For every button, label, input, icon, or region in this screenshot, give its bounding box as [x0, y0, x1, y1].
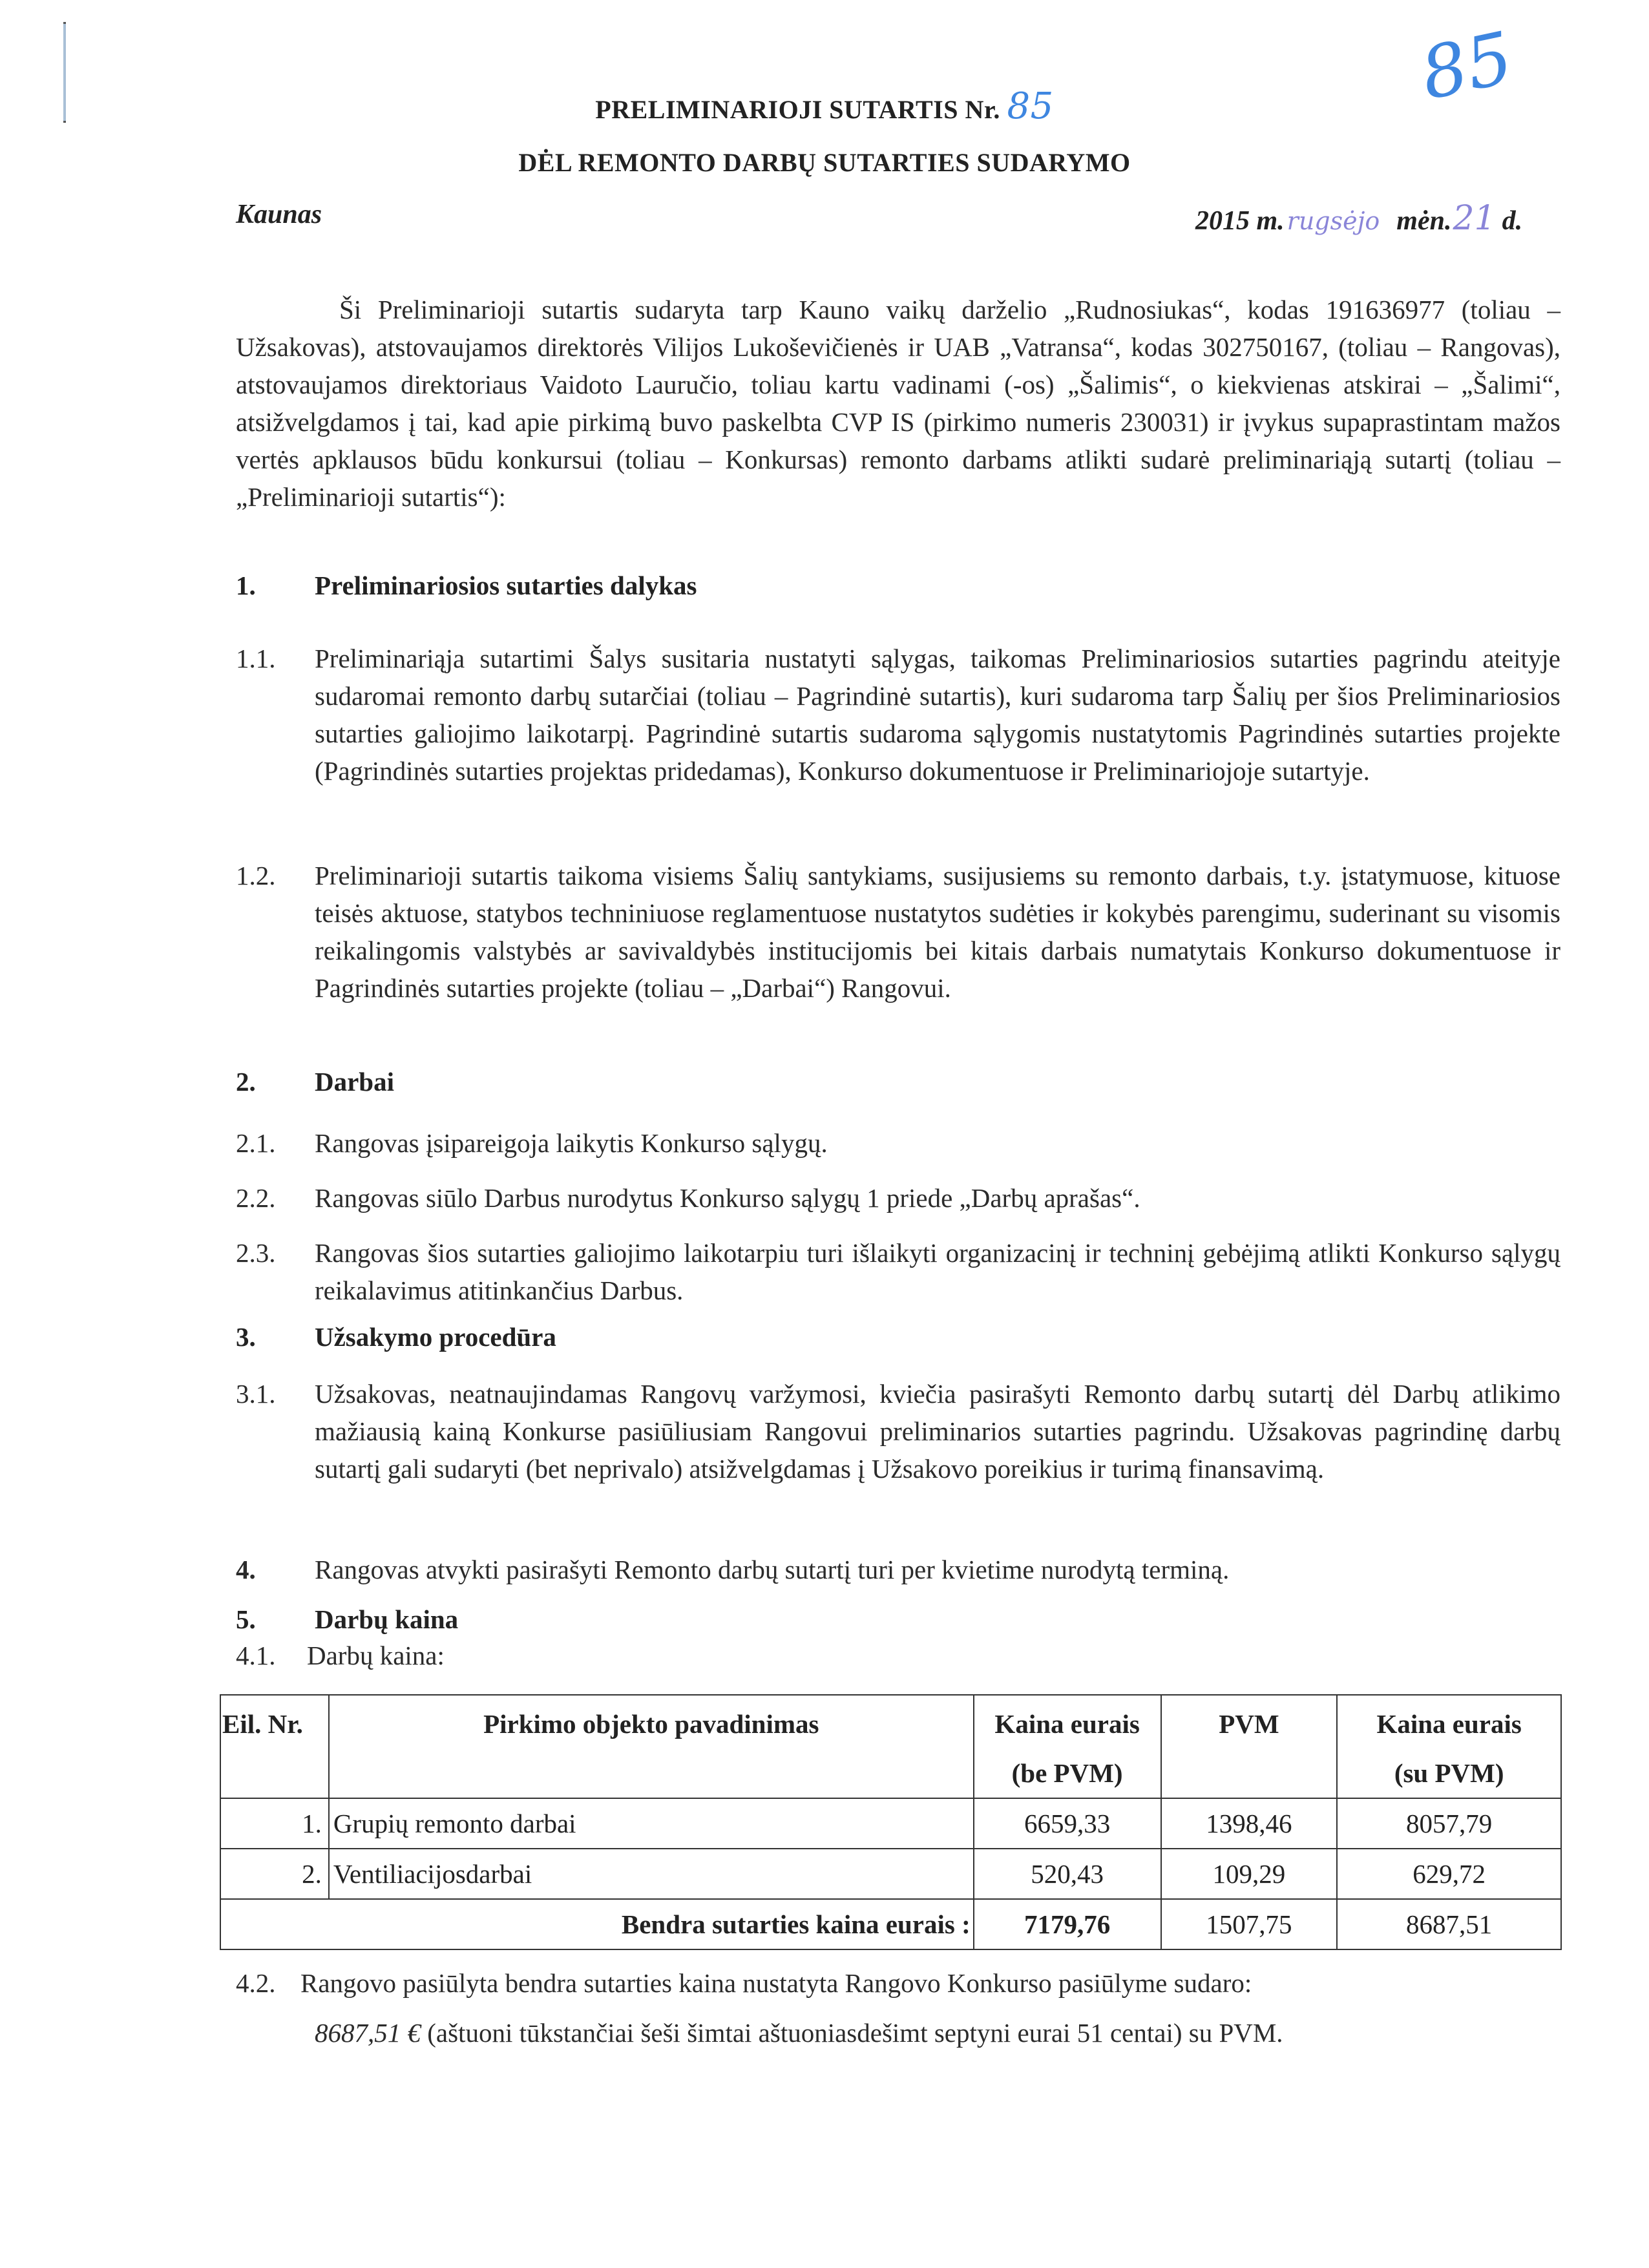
header-price-inc-vat	[1337, 1695, 1561, 1798]
table-row	[220, 1798, 1561, 1849]
clause-4	[236, 1551, 1560, 1588]
table-row	[220, 1849, 1561, 1899]
document-subtitle: DĖL REMONTO DARBŲ SUTARTIES SUDARYMO	[518, 148, 1131, 177]
section-title: Darbų kaina	[315, 1604, 459, 1634]
clause-text: Užsakovas, neatnaujindamas Rangovų varžymosi, kviečia pasirašyti Remonto darbų sutartį dėl Darbų atlikimo mažiausią kainą Konkurse pasiūliusiam Rangovui preliminarios sutarties pagrindu. Užsakovas pagrindinę darbų sutartį gali sudaryti (bet neprivalo) atsižvelgdamas į Užsakovo poreikius ir turimą finansavimą.	[315, 1379, 1560, 1484]
clause-text: Rangovas įsipareigoja laikytis Konkurso sąlygų.	[315, 1128, 828, 1158]
clause-text: Rangovas šios sutarties galiojimo laikotarpiu turi išlaikyti organizacinį ir techninį gebėjimą atlikti Konkurso sąlygų reikalavimus atitinkančius Darbus.	[315, 1238, 1560, 1305]
section-heading-1	[236, 570, 697, 601]
handwritten-corner-number: 85	[1414, 16, 1520, 116]
cell-price-ex-vat: 6659,33	[974, 1798, 1161, 1849]
header-line: Kaina eurais	[1376, 1709, 1522, 1739]
total-vat: 1507,75	[1161, 1899, 1338, 1949]
section-number: 5.	[236, 1604, 256, 1634]
date-day-label: d.	[1502, 206, 1523, 236]
section-heading-2	[236, 1066, 394, 1097]
clause-number: 3.1.	[236, 1379, 276, 1409]
clause-number: 1.2.	[236, 861, 276, 890]
header-line: (be PVM)	[1011, 1758, 1123, 1788]
document-title	[0, 85, 1649, 127]
total-price-inc-vat: 8687,51	[1337, 1899, 1561, 1949]
cell-price-inc-vat: 8057,79	[1337, 1798, 1561, 1849]
section-title: Darbai	[315, 1067, 394, 1097]
clause-text: Rangovo pasiūlyta bendra sutarties kaina nustatyta Rangovo Konkurso pasiūlyme sudaro:	[300, 1968, 1252, 1998]
date-line	[1195, 199, 1522, 238]
clause-number: 4.1.	[236, 1641, 276, 1670]
cell-name: Grupių remonto darbai	[329, 1798, 974, 1849]
clause-1-2	[236, 857, 1560, 1007]
date-year: 2015 m.	[1195, 206, 1285, 236]
header-name: Pirkimo objekto pavadinimas	[329, 1695, 974, 1798]
section-heading-5	[236, 1604, 458, 1635]
cell-name: Ventiliacijosdarbai	[329, 1849, 974, 1899]
clause-4-2	[236, 1968, 1252, 1999]
section-title: Užsakymo procedūra	[315, 1322, 556, 1352]
clause-text: Preliminariąja sutartimi Šalys susitaria nustatyti sąlygas, taikomas Preliminariosios sutarties pagrindu ateityje sudaromai remonto darbų sutarčiai (toliau – Pagrindinė sutartis), kuri sudaroma tarp Šalių per šios Preliminariosios sutarties galiojimo laikotarpį. Pagrindinė sutartis sudaroma sąlygomis nustatytomis Pagrindinės sutarties projekte (Pagrindinės sutarties projektas pridedamas), Konkurso dokumentuose ir Preliminariojoje sutartyje.	[315, 644, 1560, 786]
cell-nr: 2.	[220, 1849, 329, 1899]
header-nr: Eil. Nr.	[220, 1695, 329, 1798]
total-label: Bendra sutarties kaina eurais :	[220, 1899, 974, 1949]
header-line: Kaina eurais	[994, 1709, 1140, 1739]
clause-number: 4.2.	[236, 1968, 276, 1998]
section-number: 3.	[236, 1322, 256, 1352]
section-title: Preliminariosios sutarties dalykas	[315, 571, 697, 600]
clause-2-2	[236, 1179, 1560, 1217]
cell-vat: 1398,46	[1161, 1798, 1338, 1849]
clause-text: Preliminarioji sutartis taikoma visiems Šalių santykiams, susijusiems su remonto darbais, t.y. įstatymuose, kituose teisės aktuose, statybos techniniuose reglamentuose nustatytos sudėties ir kokybės parengimu, suderinant su visomis reikalingomis valstybės ar savivaldybės institucijomis bei kitais darbais numatytais Konkurso dokumentuose ir Pagrindinės sutarties projekte (toliau – „Darbai“) Rangovui.	[315, 861, 1560, 1003]
clause-1-1	[236, 640, 1560, 790]
total-price-ex-vat: 7179,76	[974, 1899, 1161, 1949]
cell-vat: 109,29	[1161, 1849, 1338, 1899]
handwritten-contract-number: 85	[1007, 85, 1054, 127]
cell-price-inc-vat: 629,72	[1337, 1849, 1561, 1899]
table-header-row	[220, 1695, 1561, 1798]
handwritten-day: 21	[1453, 199, 1496, 238]
clause-2-3	[236, 1234, 1560, 1309]
clause-number: 2.3.	[236, 1238, 276, 1268]
total-amount-words: (aštuoni tūkstančiai šeši šimtai aštuoniasdešimt septyni eurai 51 centai) su PVM.	[427, 2018, 1283, 2048]
clause-3-1	[236, 1375, 1560, 1487]
section-number: 2.	[236, 1067, 256, 1097]
date-month-label: mėn.	[1396, 206, 1452, 236]
total-amount-line	[315, 2017, 1283, 2048]
price-table	[220, 1694, 1562, 1950]
clause-text: Rangovas atvykti pasirašyti Remonto darbų sutartį turi per kvietime nurodytą terminą.	[315, 1555, 1230, 1584]
intro-paragraph: Ši Preliminarioji sutartis sudaryta tarp Kauno vaikų darželio „Rudnosiukas“, kodas 191636977 (toliau – Užsakovas), atstovaujamos direktorės Vilijos Lukoševičienės ir UAB „Vatransa“, kodas 302750167, (toliau – Rangovas), atstovaujamos direktoriaus Vaidoto Lauručio, toliau kartu vadinami (-os) „Šalimis“, o kiekvienas atskirai – „Šalimi“, atsižvelgdamos į tai, kad apie pirkimą buvo paskelbta CVP IS (pirkimo numeris 230031) ir įvykus supaprastintam mažos vertės apklausos būdu konkursui (toliau – Konkursas) remonto darbams atlikti sudarė preliminariąją sutartį (toliau – „Preliminarioji sutartis“):	[236, 295, 1560, 512]
clause-2-1	[236, 1124, 1560, 1162]
place: Kaunas	[236, 200, 322, 229]
title-text: PRELIMINARIOJI SUTARTIS Nr.	[595, 95, 1000, 124]
clause-text: Rangovas siūlo Darbus nurodytus Konkurso sąlygų 1 priede „Darbų aprašas“.	[315, 1183, 1140, 1213]
section-number: 1.	[236, 571, 256, 600]
table-total-row	[220, 1899, 1561, 1949]
header-vat: PVM	[1161, 1695, 1338, 1798]
handwritten-month: rugsėjo	[1287, 207, 1380, 235]
clause-4-1-label	[236, 1640, 445, 1671]
total-amount: 8687,51 €	[315, 2018, 421, 2048]
header-price-ex-vat	[974, 1695, 1161, 1798]
clause-text: Darbų kaina:	[307, 1641, 445, 1670]
cell-nr: 1.	[220, 1798, 329, 1849]
cell-price-ex-vat: 520,43	[974, 1849, 1161, 1899]
clause-number: 2.2.	[236, 1183, 276, 1213]
header-line: (su PVM)	[1394, 1758, 1504, 1788]
clause-number: 1.1.	[236, 644, 276, 673]
section-heading-3	[236, 1321, 556, 1352]
clause-number: 4.	[236, 1555, 256, 1584]
clause-number: 2.1.	[236, 1128, 276, 1158]
